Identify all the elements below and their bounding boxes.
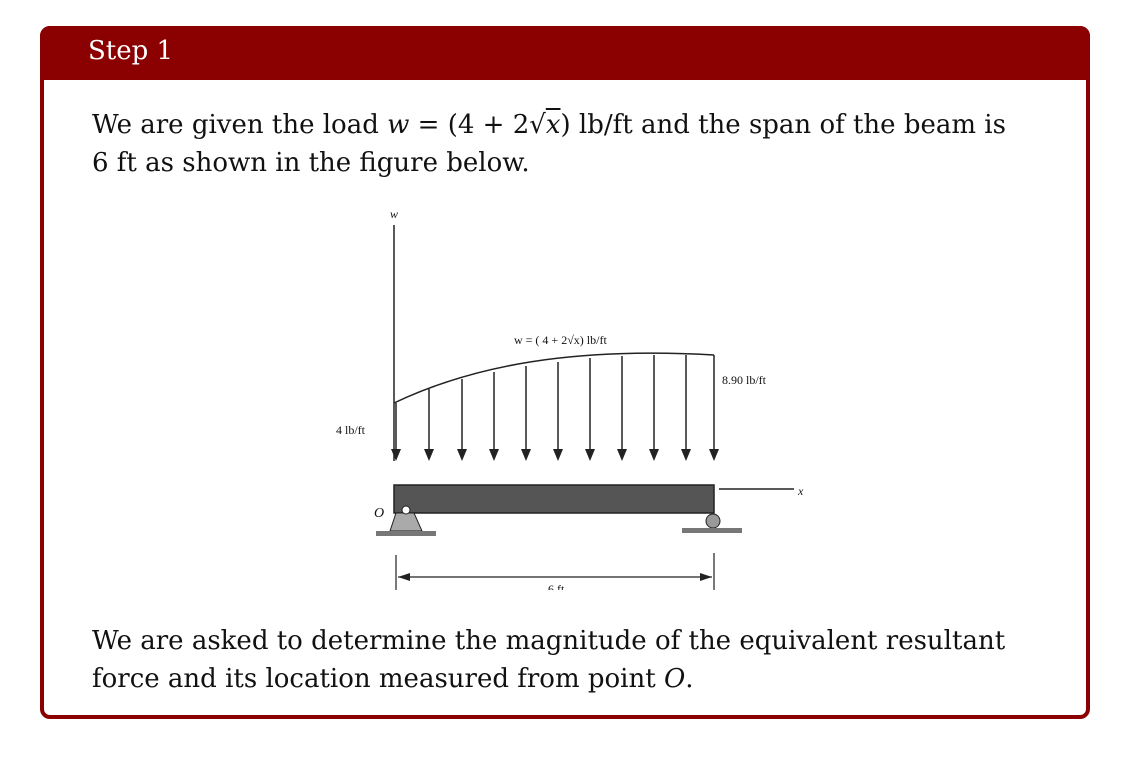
load-arrows bbox=[396, 355, 714, 455]
arrow-head bbox=[457, 449, 467, 461]
left-load-label: 4 lb/ft bbox=[336, 423, 365, 437]
origin-label: O bbox=[374, 506, 385, 521]
arrow-head bbox=[709, 449, 719, 461]
var-x: x bbox=[545, 110, 561, 140]
arrow-head bbox=[617, 449, 627, 461]
x-axis-label: x bbox=[798, 484, 804, 498]
question-text: force and its location measured from point bbox=[92, 664, 664, 694]
arrow-head bbox=[681, 449, 691, 461]
arrow-head bbox=[424, 449, 434, 461]
arrow-head bbox=[391, 449, 401, 461]
sqrt-symbol: √ bbox=[529, 110, 546, 140]
arrow-heads bbox=[391, 449, 719, 461]
dimension-arrow-left bbox=[398, 573, 410, 581]
var-w: w bbox=[387, 110, 410, 140]
intro-text: We are given the load bbox=[92, 110, 388, 140]
step-title: Step 1 bbox=[88, 36, 174, 66]
beam bbox=[394, 485, 714, 513]
span-label: 6 ft bbox=[548, 582, 565, 590]
arrow-head bbox=[585, 449, 595, 461]
step-card bbox=[40, 26, 1090, 719]
roller-support bbox=[706, 514, 720, 528]
load-equation-label: w = ( 4 + 2√x) lb/ft bbox=[514, 333, 607, 347]
beam-diagram bbox=[324, 205, 824, 590]
intro-text-suffix: ) lb/ft and the span of the beam is bbox=[560, 110, 1006, 140]
pin-hinge bbox=[402, 506, 410, 514]
w-axis-label: w bbox=[390, 207, 399, 221]
equation-part: = (4 + 2 bbox=[409, 110, 530, 140]
intro-line-1 bbox=[92, 106, 1046, 144]
beam-figure bbox=[324, 205, 824, 590]
dimension-arrow-right bbox=[700, 573, 712, 581]
intro-paragraph bbox=[92, 106, 1046, 182]
arrow-head bbox=[649, 449, 659, 461]
pin-support bbox=[390, 513, 422, 531]
arrow-head bbox=[489, 449, 499, 461]
question-line-2 bbox=[92, 660, 1046, 698]
load-curve bbox=[394, 353, 714, 403]
arrow-head bbox=[553, 449, 563, 461]
arrow-head bbox=[521, 449, 531, 461]
question-period: . bbox=[685, 664, 694, 694]
question-paragraph bbox=[92, 622, 1046, 698]
question-line-1: We are asked to determine the magnitude of the equivalent resultant bbox=[92, 626, 1006, 656]
right-load-label: 8.90 lb/ft bbox=[722, 373, 766, 387]
pin-ground bbox=[376, 531, 436, 536]
point-o: O bbox=[663, 664, 686, 694]
roller-ground bbox=[682, 528, 742, 533]
step-header bbox=[40, 26, 1090, 80]
intro-line-2: 6 ft as shown in the figure below. bbox=[92, 148, 530, 178]
